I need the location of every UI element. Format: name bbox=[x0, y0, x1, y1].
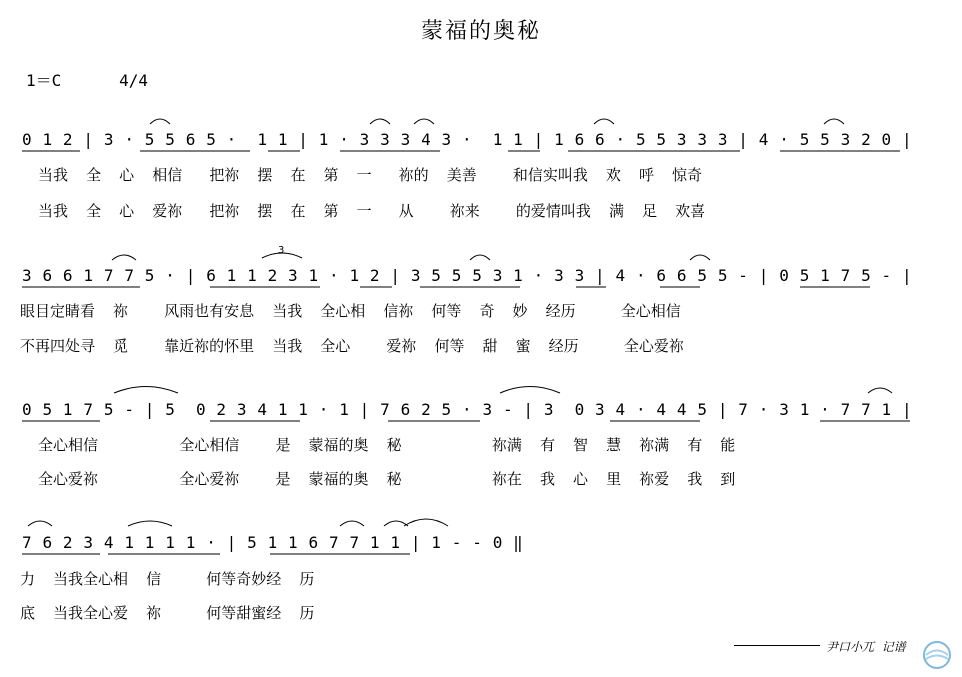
slur-mark bbox=[128, 521, 172, 526]
lyric-row-3-verse-2: 全心爱祢 全心爱祢 是 蒙福的奥 秘 祢在 我 心 里 祢爱 我 到 bbox=[20, 470, 736, 488]
slur-mark bbox=[384, 521, 408, 526]
credit: 尹口小兀 记谱 bbox=[826, 640, 906, 654]
slur-mark bbox=[114, 387, 178, 394]
time-signature: 4/4 bbox=[119, 71, 148, 90]
lyric-row-4-verse-1: 力 当我全心相 信 何等奇妙经 历 bbox=[20, 570, 315, 588]
slur-mark bbox=[470, 255, 490, 260]
lyric-row-3-verse-1: 全心相信 全心相信 是 蒙福的奥 秘 祢满 有 智 慧 祢满 有 能 bbox=[20, 436, 736, 454]
lyric-row-1-verse-1: 当我 全 心 相信 把祢 摆 在 第 一 祢的 美善 和信实叫我 欢 呼 惊奇 bbox=[20, 166, 703, 184]
slur-mark bbox=[28, 521, 52, 526]
slur-mark bbox=[262, 253, 302, 258]
notation-row-3: 0 5 1 7 5 - | 5 0 2 3 4 1 1 · 1 | 7 6 2 5 · 3 - | 3 0 3 4 · 4 4 5 | 7 · 3 1 · 7 7 1 | bbox=[22, 400, 913, 419]
triplet-mark: 3 bbox=[278, 245, 285, 256]
notation-row-1: 0 1 2 | 3 · 5 5 6 5 · 1 1 | 1 · 3 3 3 4 3 · 1 1 | 1 6 6 · 5 5 3 3 3 | 4 · 5 5 3 2 0 | bbox=[22, 130, 913, 149]
watermark-logo-icon bbox=[920, 640, 954, 670]
slur-mark bbox=[594, 119, 614, 124]
slur-mark bbox=[414, 119, 434, 124]
slur-mark bbox=[500, 387, 560, 394]
slur-mark bbox=[340, 521, 364, 526]
slur-mark bbox=[150, 119, 170, 124]
lyric-row-4-verse-2: 底 当我全心爱 祢 何等甜蜜经 历 bbox=[20, 604, 315, 622]
slur-mark bbox=[112, 255, 136, 260]
slur-mark bbox=[370, 119, 390, 124]
slur-mark bbox=[404, 519, 448, 526]
notation-row-4: 7 6 2 3 4 1 1 1 1 · | 5 1 1 6 7 7 1 1 | 1 - - 0 ‖ bbox=[22, 533, 524, 552]
lyric-row-2-verse-2: 不再四处寻 觅 靠近祢的怀里 当我 全心 爱祢 何等 甜 蜜 经历 全心爱祢 bbox=[20, 337, 684, 355]
lyric-row-2-verse-1: 眼目定睛看 祢 风雨也有安息 当我 全心相 信祢 何等 奇 妙 经历 全心相信 bbox=[20, 302, 681, 320]
slur-mark bbox=[868, 388, 892, 393]
credit-rule bbox=[734, 645, 820, 646]
key: 1＝C bbox=[26, 71, 62, 90]
slur-mark bbox=[824, 119, 844, 124]
song-title: 蒙福的奥秘 bbox=[420, 19, 541, 44]
notation-row-2: 3 6 6 1 7 7 5 · | 6 1 1 2 3 1 · 1 2 | 3 5 5 5 3 1 · 3 3 | 4 · 6 6 5 5 - | 0 5 1 7 5 - | bbox=[22, 266, 913, 285]
slur-mark bbox=[690, 255, 710, 260]
key-signature bbox=[26, 68, 148, 91]
lyric-row-1-verse-2: 当我 全 心 爱祢 把祢 摆 在 第 一 从 祢来 的爱情叫我 满 足 欢喜 bbox=[20, 202, 706, 220]
